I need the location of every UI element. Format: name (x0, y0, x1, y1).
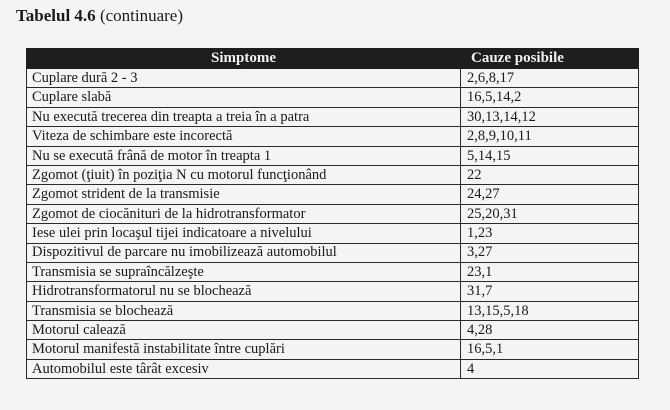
table-row (27, 88, 639, 107)
symptom-cell: Hidrotransformatorul nu se blochează (27, 282, 461, 301)
table-row (27, 204, 639, 223)
table-caption (16, 6, 183, 26)
causes-cell: 23,1 (461, 262, 639, 281)
table-row (27, 359, 639, 378)
symptom-cell: Zgomot de ciocănituri de la hidrotransformator (27, 204, 461, 223)
symptom-cell: Nu execută trecerea din treapta a treia în a patra (27, 107, 461, 126)
symptom-cell: Transmisia se supraîncălzeşte (27, 262, 461, 281)
symptom-cell: Transmisia se blochează (27, 301, 461, 320)
causes-cell: 2,6,8,17 (461, 69, 639, 88)
causes-cell: 3,27 (461, 243, 639, 262)
symptom-cell: Motorul manifestă instabilitate între cuplări (27, 340, 461, 359)
table-continuation-note: (continuare) (99, 6, 184, 25)
causes-cell: 4,28 (461, 321, 639, 340)
table-row (27, 262, 639, 281)
symptom-cell: Motorul calează (27, 321, 461, 340)
symptom-cell: Zgomot strident de la transmisie (27, 185, 461, 204)
table-number: Tabelul 4.6 (16, 6, 96, 25)
symptom-cell: Dispozitivul de parcare nu imobilizează automobilul (27, 243, 461, 262)
table-row (27, 321, 639, 340)
causes-cell: 16,5,1 (461, 340, 639, 359)
causes-cell: 31,7 (461, 282, 639, 301)
symptom-cell: Cuplare slabă (27, 88, 461, 107)
header-causes: Cauze posibile (461, 49, 639, 69)
symptom-cell: Cuplare dură 2 - 3 (27, 69, 461, 88)
table-row (27, 146, 639, 165)
table-row (27, 224, 639, 243)
causes-cell: 1,23 (461, 224, 639, 243)
table-row (27, 282, 639, 301)
causes-cell: 16,5,14,2 (461, 88, 639, 107)
table-row (27, 243, 639, 262)
causes-cell: 2,8,9,10,11 (461, 127, 639, 146)
causes-cell: 30,13,14,12 (461, 107, 639, 126)
causes-cell: 25,20,31 (461, 204, 639, 223)
causes-cell: 22 (461, 165, 639, 184)
table-header-row (27, 49, 639, 69)
table-row (27, 340, 639, 359)
table-row (27, 69, 639, 88)
symptom-cell: Nu se execută frână de motor în treapta 1 (27, 146, 461, 165)
symptom-cell: Automobilul este târât excesiv (27, 359, 461, 378)
symptom-cell: Viteza de schimbare este incorectă (27, 127, 461, 146)
table-row (27, 165, 639, 184)
symptom-cell: Iese ulei prin locaşul tijei indicatoare a nivelului (27, 224, 461, 243)
header-symptoms: Simptome (27, 49, 461, 69)
table-row (27, 301, 639, 320)
causes-cell: 4 (461, 359, 639, 378)
table-row (27, 107, 639, 126)
table-row (27, 185, 639, 204)
symptoms-causes-table (26, 48, 639, 379)
table-row (27, 127, 639, 146)
causes-cell: 5,14,15 (461, 146, 639, 165)
symptom-cell: Zgomot (ţiuit) în poziţia N cu motorul funcţionând (27, 165, 461, 184)
causes-cell: 13,15,5,18 (461, 301, 639, 320)
causes-cell: 24,27 (461, 185, 639, 204)
